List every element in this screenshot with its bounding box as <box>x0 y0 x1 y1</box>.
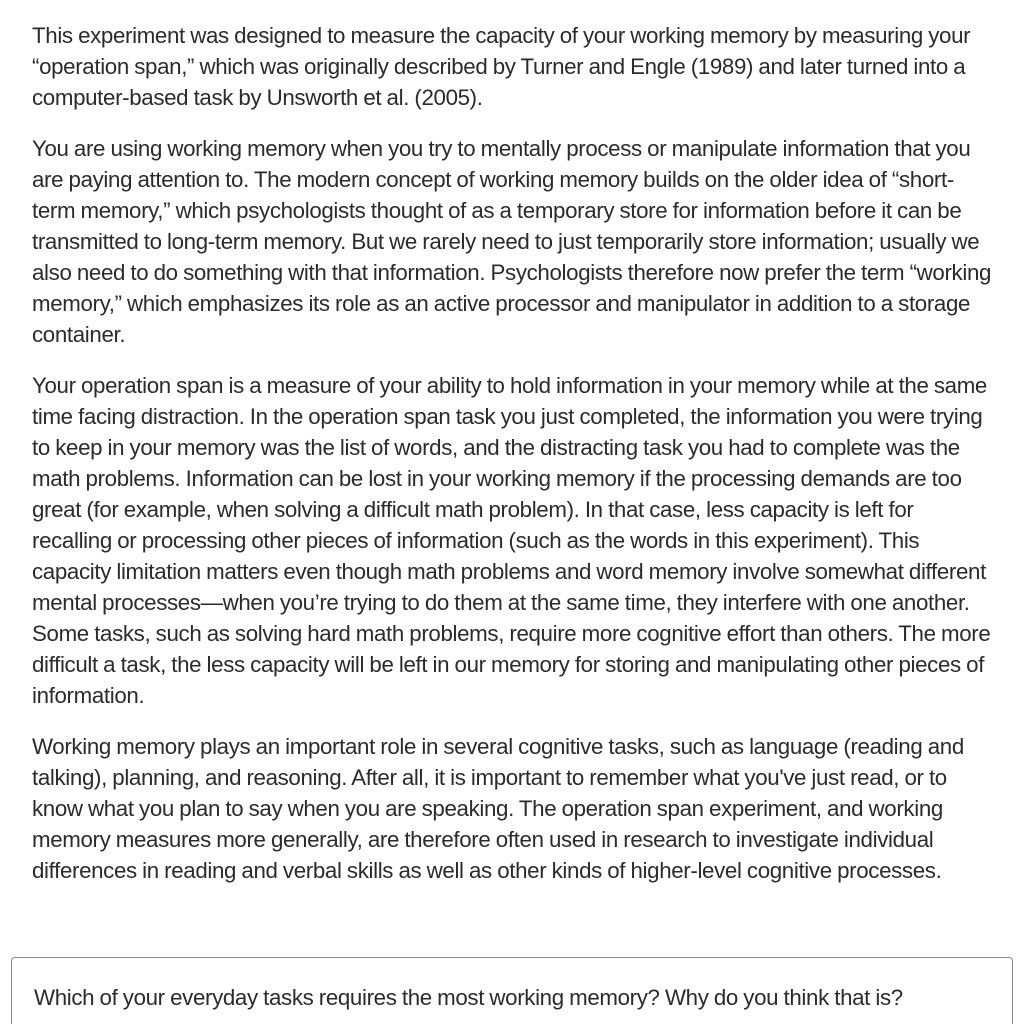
question-response-box[interactable] <box>11 957 1013 1024</box>
paragraph-working-memory: You are using working memory when you try to mentally process or manipulate information that you are paying attention to. The modern concept of working memory builds on the older idea of “short-term memory,” which psychologists thought of as a temporary store for information before it can be transmitted to long-term memory. But we rarely need to just temporarily store information; usually we also need to do something with that information. Psychologists therefore now prefer the term “working memory,” which emphasizes its role as an active processor and manipulator in addition to a storage container. <box>32 136 992 347</box>
paragraph-applications: Working memory plays an important role in several cognitive tasks, such as language (reading and talking), planning, and reasoning. After all, it is important to remember what you've just read, or to know what you plan to say when you are speaking. The operation span experiment, and working memory measures more generally, are therefore often used in research to investigate individual differences in reading and verbal skills as well as other kinds of higher-level cognitive processes. <box>32 734 964 883</box>
question-prompt: Which of your everyday tasks requires the most working memory? Why do you think that is? <box>34 985 903 1010</box>
paragraph-operation-span: Your operation span is a measure of your ability to hold information in your memory while at the same time facing distraction. In the operation span task you just completed, the information you were trying to keep in your memory was the list of words, and the distracting task you had to complete was the math problems. Information can be lost in your working memory if the processing demands are too great (for example, when solving a difficult math problem). In that case, less capacity is left for recalling or processing other pieces of information (such as the words in this experiment). This capacity limitation matters even though math problems and word memory involve somewhat different mental processes—when you’re trying to do them at the same time, they interfere with one another. Some tasks, such as solving hard math problems, require more cognitive effort than others. The more difficult a task, the less capacity will be left in our memory for storing and manipulating other pieces of information. <box>32 373 991 708</box>
paragraph-intro: This experiment was designed to measure the capacity of your working memory by measuring your “operation span,” which was originally described by Turner and Engle (1989) and later turned into a computer-based task by Unsworth et al. (2005). <box>32 23 971 110</box>
article-body <box>32 20 992 906</box>
